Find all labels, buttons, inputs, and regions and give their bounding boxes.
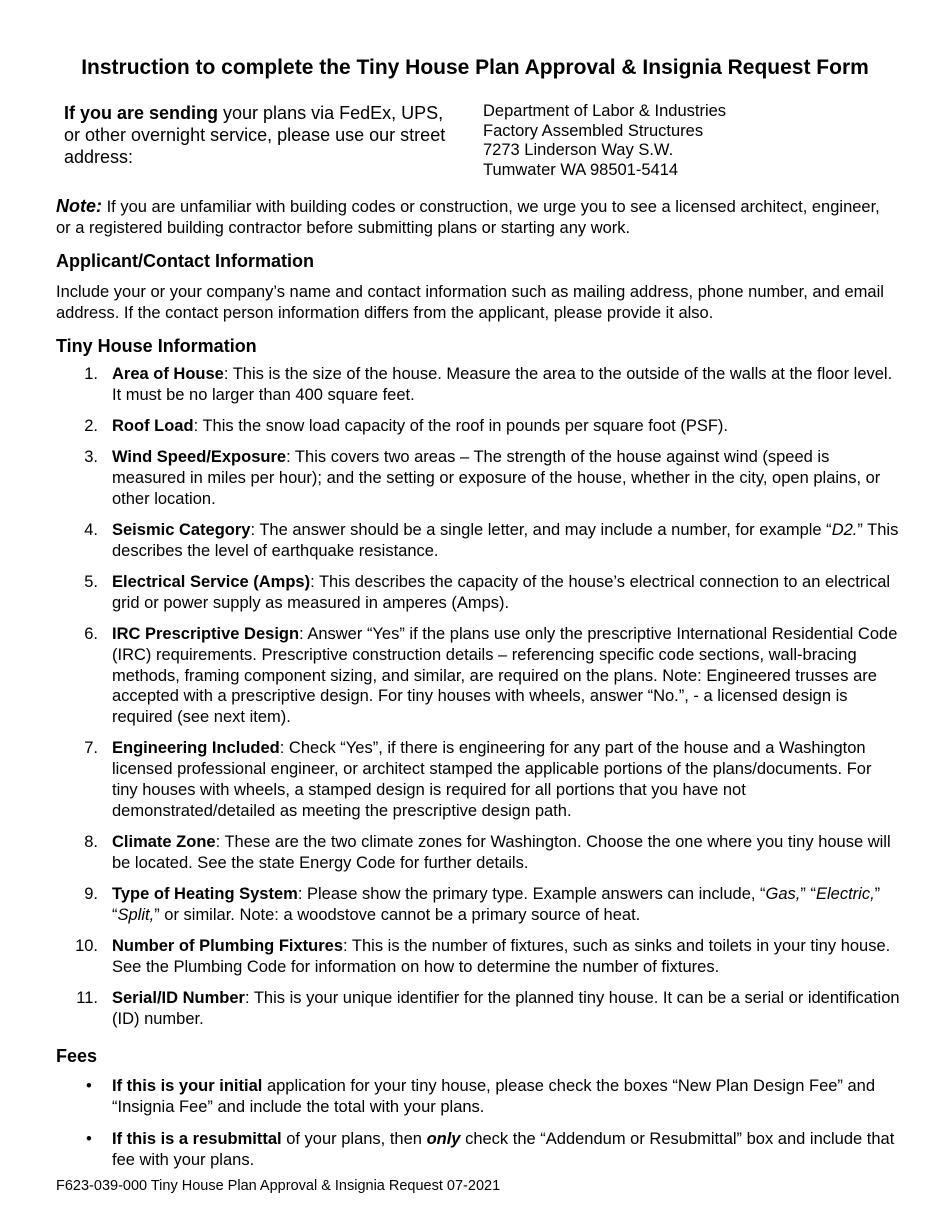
item-text: ” This describes the level of earthquake resistance. bbox=[112, 520, 899, 560]
list-item bbox=[56, 447, 901, 509]
list-item bbox=[56, 520, 901, 562]
sending-text: your plans via FedEx, UPS, or other overnight service, please use our street address: bbox=[64, 103, 446, 167]
tiny-house-heading: Tiny House Information bbox=[56, 336, 257, 356]
item-number: 1. bbox=[84, 365, 98, 383]
item-text: ” “ bbox=[112, 884, 881, 924]
list-item bbox=[56, 1076, 901, 1118]
item-text: : Please show the primary type. Example answers can include, “ bbox=[297, 884, 766, 903]
fees-list bbox=[56, 1076, 901, 1182]
fee-text: check the “Addendum or Resubmittal” box and include that fee with your plans. bbox=[112, 1130, 895, 1169]
item-term: Type of Heating System bbox=[112, 884, 298, 903]
applicant-heading: Applicant/Contact Information bbox=[56, 251, 314, 271]
fee-lead: If this is your initial bbox=[112, 1077, 263, 1095]
item-term: Number of Plumbing Fixtures bbox=[112, 936, 344, 955]
item-term: Serial/ID Number bbox=[112, 988, 245, 1007]
list-item bbox=[56, 364, 901, 406]
item-example: D2. bbox=[831, 520, 858, 539]
sending-instructions bbox=[64, 102, 464, 168]
bullet-icon: • bbox=[86, 1077, 92, 1095]
note-paragraph bbox=[56, 196, 896, 238]
list-item bbox=[56, 624, 901, 728]
item-text: : This is the number of fixtures, such as sinks and toilets in your tiny house. See the Plumbing Code for information on how to determine the number of fixtures. bbox=[112, 936, 891, 976]
item-term: Wind Speed/Exposure bbox=[112, 448, 287, 467]
item-number: 7. bbox=[84, 739, 98, 758]
item-number: 10. bbox=[75, 936, 98, 955]
tiny-house-items bbox=[56, 364, 901, 1040]
applicant-text: Include your or your company’s name and contact information such as mailing address, phone number, and email address. If the contact person information differs from the applicant, please provide it also. bbox=[56, 283, 884, 322]
item-number: 4. bbox=[84, 520, 98, 539]
sending-lead: If you are sending bbox=[64, 103, 219, 123]
bullet-icon: • bbox=[86, 1130, 92, 1148]
item-text: ” “ bbox=[800, 884, 816, 903]
list-item bbox=[56, 884, 901, 926]
fee-text: application for your tiny house, please check the boxes “New Plan Design Fee” and “Insignia Fee” and include the total with your plans. bbox=[112, 1077, 876, 1116]
list-item bbox=[56, 832, 901, 874]
fee-emphasis: only bbox=[426, 1130, 461, 1148]
fee-lead: If this is a resubmittal bbox=[112, 1130, 282, 1148]
address-line: Tumwater WA 98501-5414 bbox=[483, 160, 679, 179]
item-term: Roof Load bbox=[112, 416, 194, 435]
item-text: : The answer should be a single letter, and may include a number, for example “ bbox=[250, 520, 832, 539]
item-text: : This covers two areas – The strength of the house against wind (speed is measured in miles per hour); and the setting or exposure of the house, whether in the city, open plains, or other location. bbox=[112, 448, 881, 508]
fee-text: of your plans, then bbox=[281, 1130, 427, 1148]
item-text: : Check “Yes”, if there is engineering for any part of the house and a Washington licensed professional engineer, or architect stamped the applicable portions of the plans/documents. For tiny houses with wheels, a stamped design is required for all portions that you have not demonstrated/detailed as meeting the prescriptive design path. bbox=[112, 739, 872, 820]
item-number: 5. bbox=[84, 572, 98, 591]
item-term: Area of House bbox=[112, 365, 224, 383]
note-text: If you are unfamiliar with building codes or construction, we urge you to see a licensed architect, engineer, or a registered building contractor before submitting plans or starting any work. bbox=[56, 198, 880, 237]
item-text: : This describes the capacity of the house’s electrical connection to an electrical grid or power supply as measured in amperes (Amps). bbox=[112, 572, 891, 612]
item-term: IRC Prescriptive Design bbox=[112, 624, 300, 643]
item-number: 2. bbox=[84, 416, 98, 435]
form-footer: F623-039-000 Tiny House Plan Approval & Insignia Request 07-2021 bbox=[56, 1178, 501, 1194]
item-text: : This is your unique identifier for the planned tiny house. It can be a serial or identification (ID) number. bbox=[112, 988, 900, 1028]
item-text: : This is the size of the house. Measure the area to the outside of the walls at the floor level. It must be no larger than 400 square feet. bbox=[112, 365, 893, 404]
list-item bbox=[56, 572, 901, 614]
item-example: Gas, bbox=[765, 884, 801, 903]
item-term: Engineering Included bbox=[112, 739, 280, 758]
list-item bbox=[56, 1129, 901, 1171]
item-number: 8. bbox=[84, 832, 98, 851]
address-line: 7273 Linderson Way S.W. bbox=[483, 141, 674, 159]
item-text: ” or similar. Note: a woodstove cannot be a primary source of heat. bbox=[154, 905, 641, 924]
street-address bbox=[483, 102, 726, 180]
list-item bbox=[56, 988, 901, 1030]
item-example: Split, bbox=[117, 905, 155, 924]
note-lead: Note: bbox=[56, 196, 102, 216]
item-text: : Answer “Yes” if the plans use only the prescriptive International Residential Code (IRC) requirements. Prescriptive construction details – referencing specific code sections, wall-bracing methods, framing component sizing, and similar, are required on the plans. Note: Engineered trusses are accepted with a prescriptive design. For tiny houses with wheels, answer “No.”, - a licensed design is required (see next item). bbox=[112, 624, 898, 727]
item-number: 11. bbox=[76, 988, 98, 1007]
page-title: Instruction to complete the Tiny House Plan Approval & Insignia Request Form bbox=[81, 56, 869, 79]
item-text: : This the snow load capacity of the roof in pounds per square foot (PSF). bbox=[193, 416, 728, 435]
list-item bbox=[56, 738, 901, 821]
item-term: Seismic Category bbox=[112, 520, 251, 539]
item-text: : These are the two climate zones for Washington. Choose the one where you tiny house will be located. See the state Energy Code for further details. bbox=[112, 832, 891, 872]
list-item bbox=[56, 416, 901, 437]
address-line: Department of Labor & Industries bbox=[483, 102, 727, 120]
item-number: 3. bbox=[84, 448, 98, 467]
fees-heading: Fees bbox=[56, 1046, 98, 1066]
item-term: Climate Zone bbox=[112, 832, 216, 851]
list-item bbox=[56, 936, 901, 978]
item-example: Electric, bbox=[815, 884, 875, 903]
item-term: Electrical Service (Amps) bbox=[112, 572, 311, 591]
item-number: 6. bbox=[84, 624, 98, 643]
address-line: Factory Assembled Structures bbox=[483, 121, 704, 140]
item-number: 9. bbox=[84, 884, 98, 903]
